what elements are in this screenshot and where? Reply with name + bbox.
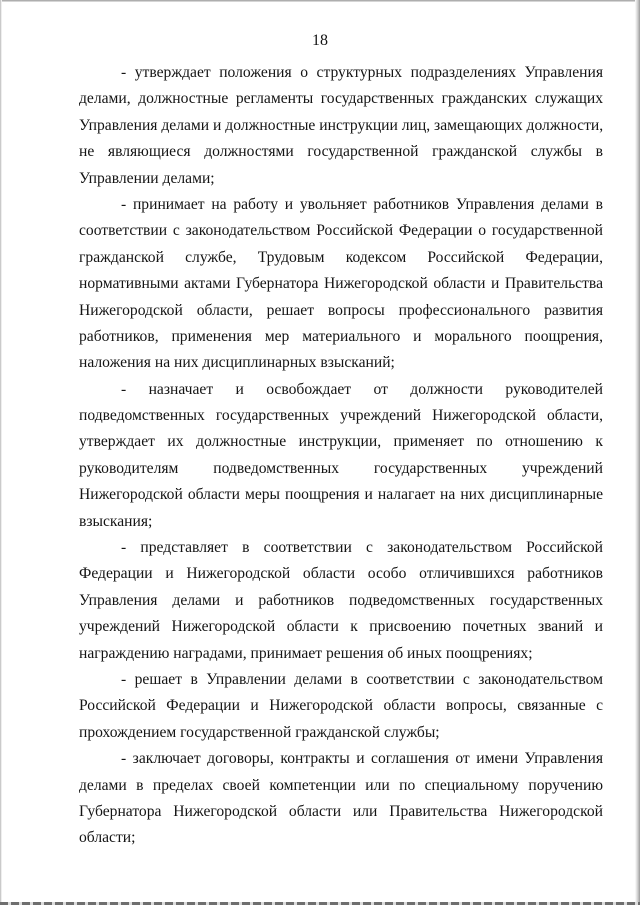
page-number: 18 — [312, 32, 328, 49]
text-line: Губернатора Нижегородской области или Правительства Нижегородской — [79, 802, 603, 820]
text-line: Российской Федерации и Нижегородской области вопросы, связанные с — [79, 697, 603, 715]
paragraph — [79, 377, 603, 535]
text-line: взыскания; — [79, 512, 153, 530]
text-line: утверждает их должностные инструкции, применяет по отношению к — [79, 433, 603, 451]
text-line: Управления делами и должностные инструкции лиц, замещающих должности, — [79, 116, 604, 134]
text-line: Управления делами и работников подведомственных государственных — [79, 591, 603, 609]
text-line: награждению наградами, принимает решения об иных поощрениях; — [79, 644, 533, 662]
text-line: учреждений Нижегородской области к присвоению почетных званий и — [79, 618, 603, 636]
paragraph — [79, 667, 603, 746]
paragraph — [79, 535, 603, 667]
text-line: делами в пределах своей компетенции или по специальному поручению — [79, 776, 603, 794]
text-line: подведомственных государственных учреждений Нижегородской области, — [79, 407, 603, 425]
text-line: - принимает на работу и увольняет работников Управления делами в — [121, 195, 603, 213]
paragraph — [79, 60, 603, 192]
text-line: руководителям подведомственных государственных учреждений — [79, 459, 603, 477]
text-line: прохождением государственной гражданской службы; — [79, 723, 440, 741]
paragraph — [79, 192, 603, 377]
text-line: делами, должностные регламенты государственных гражданских служащих — [79, 90, 603, 108]
text-line: - заключает договоры, контракты и соглашения от имени Управления — [121, 750, 603, 768]
text-line: нормативными актами Губернатора Нижегородской области и Правительства — [79, 275, 603, 293]
text-line: гражданской службе, Трудовым кодексом Российской Федерации, — [79, 248, 603, 266]
text-line: не являющиеся должностями государственной гражданской службы в — [79, 143, 603, 161]
scan-edge-right — [635, 0, 640, 905]
text-line: работников, применения мер материального и морального поощрения, — [79, 327, 603, 345]
scan-edge-top — [0, 0, 640, 2]
text-line: Нижегородской области меры поощрения и налагает на них дисциплинарные — [79, 486, 603, 504]
paragraph — [79, 746, 603, 852]
document-text — [79, 60, 603, 852]
text-line: Нижегородской области, решает вопросы профессионального развития — [79, 301, 603, 319]
text-line: - назначает и освобождает от должности руководителей — [121, 380, 603, 398]
text-line: соответствии с законодательством Российской Федерации о государственной — [79, 222, 603, 240]
text-line: - решает в Управлении делами в соответствии с законодательством — [121, 670, 603, 688]
text-line: области; — [79, 829, 136, 847]
scan-edge-left — [0, 0, 2, 905]
text-line: Управлении делами; — [79, 169, 215, 187]
text-line: Федерации и Нижегородской области особо отличившихся работников — [79, 565, 603, 583]
text-line: - представляет в соответствии с законодательством Российской — [121, 539, 603, 557]
text-line: наложения на них дисциплинарных взысканий; — [79, 354, 395, 372]
text-line: - утверждает положения о структурных подразделениях Управления — [121, 64, 603, 81]
